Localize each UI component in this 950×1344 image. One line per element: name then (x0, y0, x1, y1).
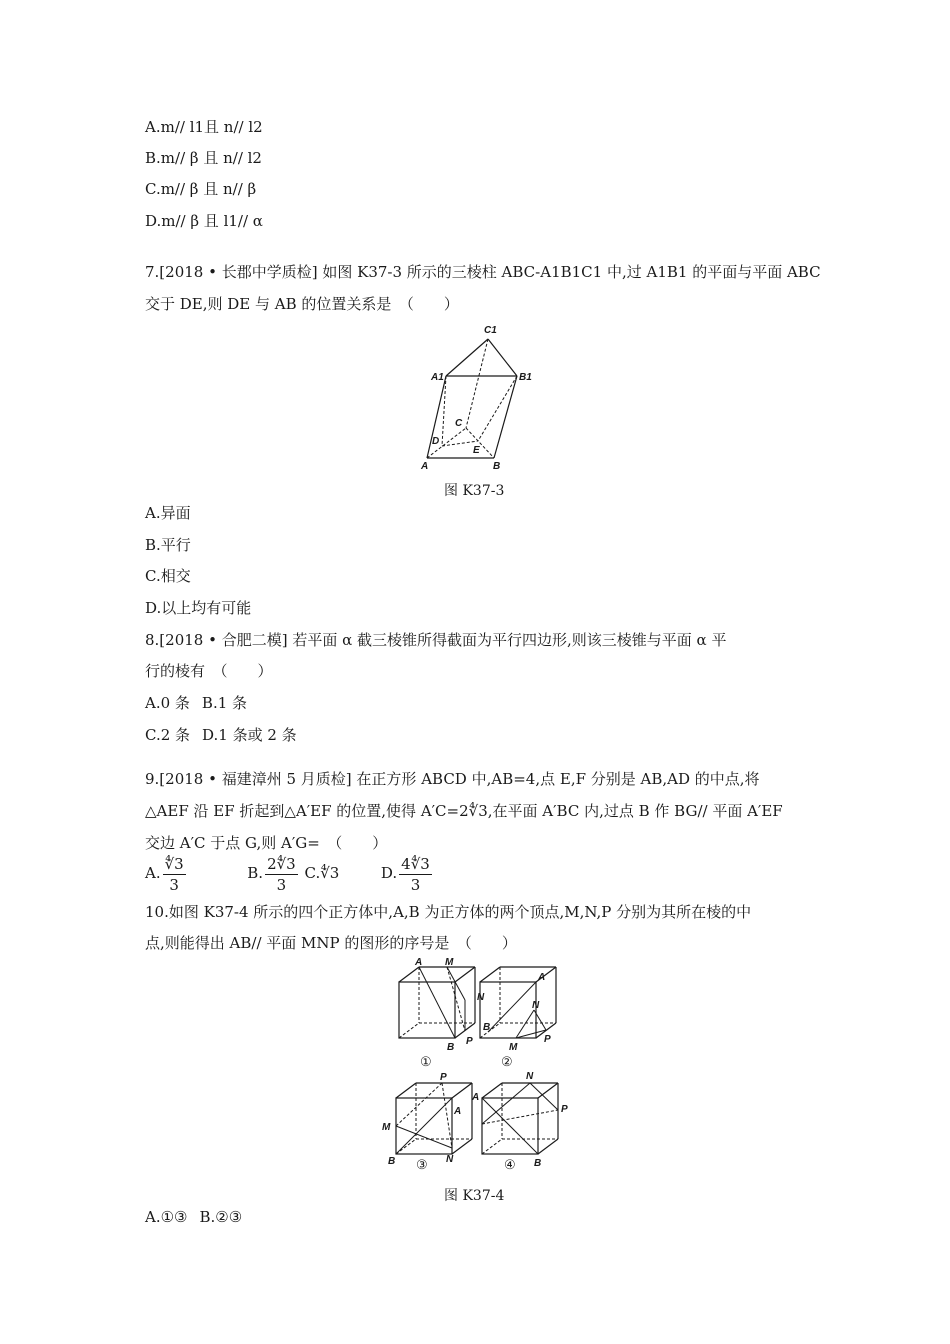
cube-figure-2 (476, 960, 566, 1070)
q7-option-c: C.相交 (145, 567, 191, 585)
q9-option-a-denominator: 3 (169, 875, 179, 894)
fig3-label-m: M (382, 1122, 391, 1133)
q6-option-a: A.m// l1且 n// l2 (145, 118, 263, 136)
fig4-label-b: B (534, 1158, 542, 1169)
fig4-number: ④ (504, 1157, 516, 1172)
q7-option-a: A.异面 (145, 504, 191, 522)
q8-option-c: C.2 条 (145, 726, 191, 744)
q9-option-a-fraction (163, 854, 186, 895)
fig2-label-p: P (544, 1034, 551, 1045)
q9-option-a-numerator: ∜3 (164, 854, 184, 873)
label-c: C (455, 418, 463, 429)
label-c1: C1 (484, 325, 497, 336)
q8-stem-line1: 8.[2018 • 合肥二模] 若平面 α 截三棱锥所得截面为平行四边形,则该三棱锥与平面 α 平 (145, 631, 727, 649)
label-e: E (473, 445, 480, 456)
q10-option-a: A.①③ (145, 1208, 188, 1226)
label-a1: A1 (431, 372, 444, 383)
q9-options (145, 851, 434, 895)
q9-option-c-label: C. (304, 864, 321, 882)
label-d: D (432, 436, 440, 447)
q9-stem-line2: △AEF 沿 EF 折起到△A′EF 的位置,使得 A′C=2∜3,在平面 A′BC 内,过点 B 作 BG// 平面 A′EF (145, 802, 783, 820)
q9-stem-line3: 交边 A′C 于点 G,则 A′G= （ ） (145, 834, 388, 852)
q10-stem-line2: 点,则能得出 AB// 平面 MNP 的图形的序号是 （ ） (145, 934, 517, 952)
fig2-label-n: N (532, 1000, 540, 1011)
q9-option-b-denominator: 3 (276, 875, 287, 894)
cube-figure-3 (378, 1072, 478, 1172)
label-b1: B1 (519, 372, 532, 383)
q8-stem-line2: 行的棱有 （ ） (145, 662, 273, 680)
q6-option-c: C.m// β 且 n// β (145, 180, 257, 198)
fig4-label-p: P (561, 1104, 568, 1115)
q9-option-a-label: A. (145, 864, 161, 882)
label-a: A (421, 461, 429, 472)
fig1-label-n: N (477, 992, 485, 1003)
q9-option-d-label: D. (380, 864, 398, 882)
q9-stem-line1: 9.[2018 • 福建漳州 5 月质检] 在正方形 ABCD 中,AB=4,点 E,F 分别是 AB,AD 的中点,将 (145, 770, 760, 788)
q8-option-d: D.1 条或 2 条 (202, 726, 297, 744)
fig2-number: ② (501, 1054, 513, 1069)
figure-caption-k37-3: 图 K37-3 (444, 483, 505, 499)
q9-option-b-label: B. (247, 864, 264, 882)
q7-option-d: D.以上均有可能 (145, 599, 252, 617)
fig1-label-b: B (447, 1042, 455, 1053)
q6-option-b: B.m// β 且 n// l2 (145, 149, 262, 167)
figure-caption-k37-4: 图 K37-4 (444, 1188, 505, 1204)
q9-option-d-denominator: 3 (410, 875, 421, 894)
fig2-label-m: M (509, 1042, 518, 1053)
q9-option-c-value: ∜3 (320, 864, 340, 882)
fig1-label-p: P (466, 1036, 473, 1047)
q8-options-row1 (145, 693, 247, 713)
fig3-label-a: A (454, 1106, 462, 1117)
fig3-label-n: N (446, 1154, 454, 1165)
cube-figure-4 (472, 1072, 572, 1172)
q9-option-b-fraction (265, 854, 298, 895)
q6-option-d: D.m// β 且 l1// α (145, 212, 263, 230)
figure-k37-3-prism (420, 320, 540, 470)
q7-stem-line2: 交于 DE,则 DE 与 AB 的位置关系是 （ ） (145, 295, 459, 313)
q10-stem-line1: 10.如图 K37-4 所示的四个正方体中,A,B 为正方体的两个顶点,M,N,P 分别为其所在棱的中 (145, 903, 752, 921)
q10-option-b: B.②③ (199, 1208, 243, 1226)
fig3-label-p: P (440, 1072, 447, 1083)
fig1-label-a: A (415, 957, 423, 968)
q10-options-row1 (145, 1207, 242, 1227)
fig4-label-n: N (526, 1071, 534, 1082)
q8-option-b: B.1 条 (201, 694, 248, 712)
q9-option-d-fraction (399, 854, 432, 895)
q8-options-row2 (145, 725, 297, 745)
fig1-number: ① (420, 1054, 432, 1069)
fig2-label-a: A (538, 972, 546, 983)
label-b: B (493, 461, 501, 472)
cube-figure-1 (395, 957, 485, 1070)
q7-stem-line1: 7.[2018 • 长郡中学质检] 如图 K37-3 所示的三棱柱 ABC-A1B1C1 中,过 A1B1 的平面与平面 ABC (145, 263, 821, 281)
fig4-label-a: A (472, 1092, 480, 1103)
fig2-label-b: B (483, 1022, 491, 1033)
q7-option-b: B.平行 (145, 536, 191, 554)
q9-option-b-numerator: 2∜3 (267, 854, 296, 873)
q9-option-d-numerator: 4∜3 (401, 854, 430, 873)
fig1-label-m: M (445, 957, 454, 968)
fig3-number: ③ (416, 1157, 428, 1172)
q8-option-a: A.0 条 (145, 694, 190, 712)
fig3-label-b: B (388, 1156, 396, 1167)
